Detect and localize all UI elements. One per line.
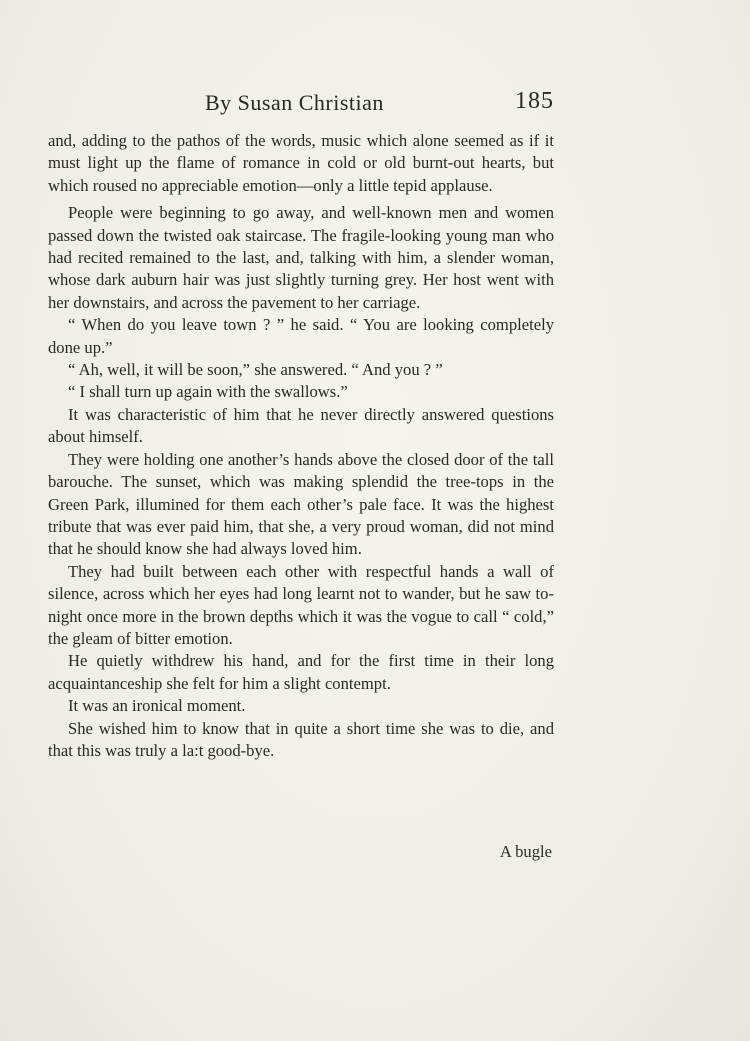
running-title: By Susan Christian bbox=[205, 90, 384, 115]
paragraph-7: They were holding one another’s hands above the closed door of the tall barouche. The sunset, which was making splendid the tree-tops in the Green Park, illumined for them each other’s pale face. It was the highest tribute that was ever paid him, that she, a very proud woman, did not mind that he should know she had always loved him. bbox=[48, 449, 554, 559]
paragraph-9: He quietly withdrew his hand, and for the first time in their long acquaintanceship she felt for him a slight contempt. bbox=[48, 651, 554, 693]
paragraph-6: It was characteristic of him that he never directly answered questions about himself. bbox=[48, 404, 554, 447]
paragraph-8: They had built between each other with respectful hands a wall of silence, across which her eyes had long learnt not to wander, but he saw to-night once more in the brown depths which it was the vogue to call “ cold,” the gleam of bitter emotion. bbox=[48, 561, 554, 648]
paragraph-2: People were beginning to go away, and well-known men and women passed down the twisted oak staircase. The fragile-looking young man who had recited remained to the last, and, talking with him, a slender woman, whose dark auburn hair was just slightly turning grey. Her host went with her downstairs, and across the pavement to her carriage. bbox=[48, 203, 554, 312]
paragraph-5: “ I shall turn up again with the swallows.” bbox=[68, 382, 348, 402]
paragraph-10: It was an ironical moment. bbox=[68, 696, 246, 716]
paragraph-4: “ Ah, well, it will be soon,” she answered. “ And you ? ” bbox=[68, 360, 443, 380]
paragraph-3: “ When do you leave town ? ” he said. “ You are looking completely done up.” bbox=[48, 315, 554, 357]
paragraph-1: and, adding to the pathos of the words, music which alone seemed as if it must light up the flame of romance in cold or old burnt-out hearts, but which roused no appreciable emotion—only a little tepid applause. bbox=[48, 131, 554, 195]
body-text bbox=[48, 130, 554, 762]
page-number: 185 bbox=[515, 88, 554, 114]
paragraph-11: She wished him to know that in quite a short time she was to die, and that this was truly a la:t good-bye. bbox=[48, 718, 554, 760]
catchword: A bugle bbox=[499, 842, 552, 861]
running-head bbox=[48, 88, 554, 124]
